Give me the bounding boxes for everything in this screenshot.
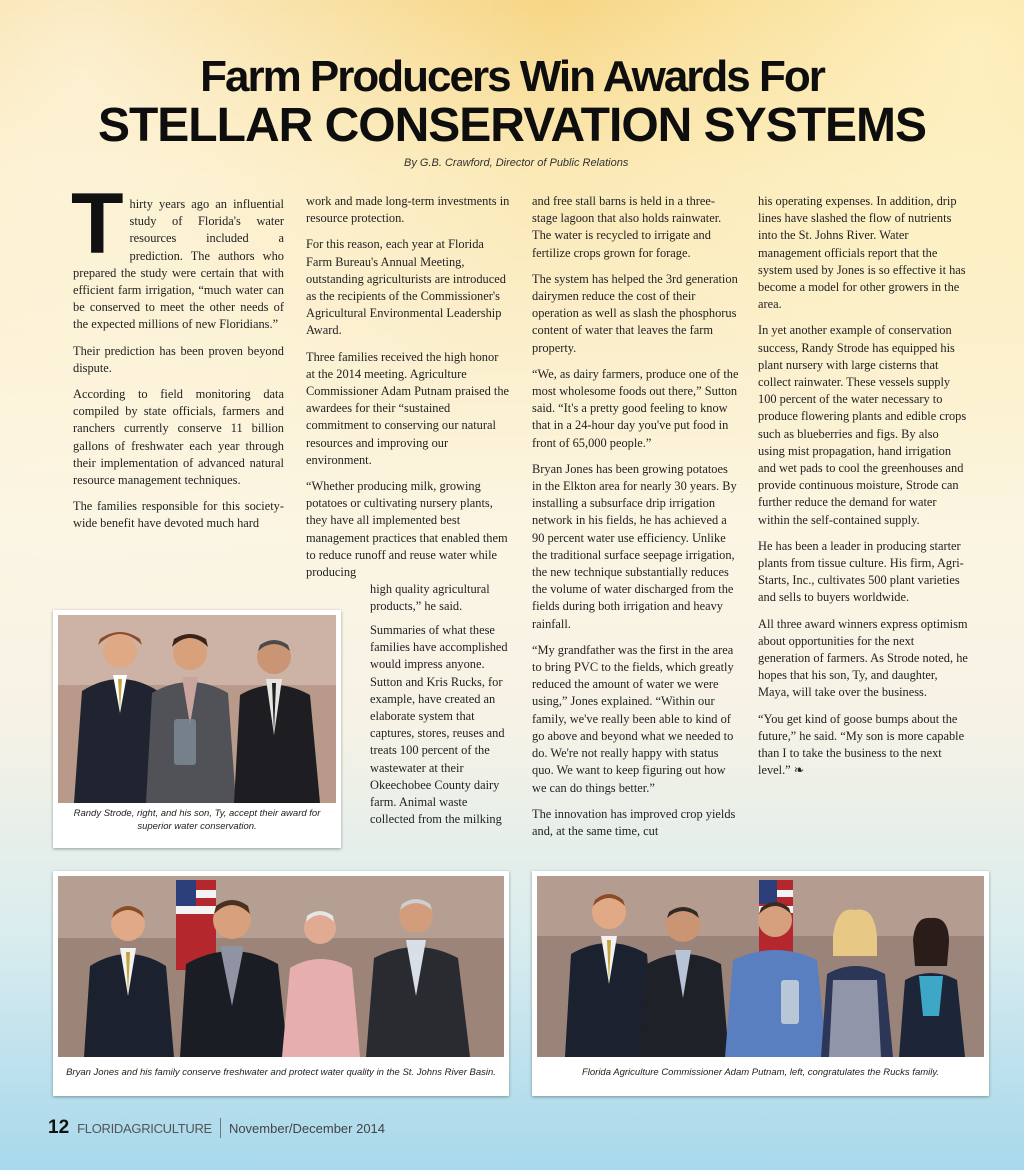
article-paragraph: All three award winners express optimism about opportunities for the next generation of farmers. As Strode noted, he hopes that his son, Ty, and daughter, Maya, will take over the business. [758, 616, 968, 700]
article-paragraph: work and made long-term investments in resource protection. [306, 194, 510, 226]
photo-caption: Randy Strode, right, and his son, Ty, accept their award for superior water conservation. [73, 808, 321, 832]
byline: By G.B. Crawford, Director of Public Relations [404, 157, 629, 169]
drop-cap: T [71, 176, 124, 272]
page-number: 12 [48, 1117, 70, 1138]
article-paragraph: He has been a leader in producing starter plants from tissue culture. His firm, Agri-Starts, Inc., cultivates 500 plant varieties and sells to buyers worldwide. [758, 538, 964, 605]
article-paragraph: “Whether producing milk, growing potatoes or cultivating nursery plants, they have all implemented best management practices that enabled them to reduce runoff and reuse water while producing [306, 479, 508, 580]
article-paragraph: For this reason, each year at Florida Farm Bureau's Annual Meeting, outstanding agriculturists are introduced as the recipients of the Commissioner's Agricultural Environmental Leadership Award. [306, 237, 506, 338]
headline-line1: Farm Producers Win Awards For [200, 52, 824, 101]
magazine-name: FLORIDAGRICULTURE [77, 1120, 212, 1136]
photo-strode-image [58, 615, 336, 803]
article-paragraph [71, 176, 284, 334]
photo-caption: Florida Agriculture Commissioner Adam Putnam, left, congratulates the Rucks family. [581, 1067, 940, 1078]
page-footer [48, 1117, 385, 1139]
article-column-2-lower [370, 622, 512, 837]
article-paragraph: “My grandfather was the first in the area to bring PVC to the fields, which greatly reduced the amount of water we were using,” Jones explained. “Within our family, we've really been able to kind of go above and beyond what we needed to do. We're not really happy with status quo. We want to keep figuring out how we can do things better.” [532, 642, 734, 795]
article-paragraph: According to field monitoring data compiled by state officials, farmers and ranchers currently conserve 11 billion gallons of freshwater each year through their implementation of advanced natural resource management techniques. [73, 387, 284, 488]
paragraph-text: hirty years ago an influential study of Florida's water resources included a prediction. The authors who prepared the study were certain that with efficient farm irrigation, “much water can be conserved to meet the other needs of the expected millions of new Floridians.” [73, 197, 284, 332]
article-paragraph: The system has helped the 3rd generation dairymen reduce the cost of their operation as well as slash the phosphorus content of water that leaves the farm property. [532, 271, 738, 355]
photo-rucks [532, 871, 989, 1096]
article-paragraph: Their prediction has been proven beyond dispute. [73, 343, 284, 375]
article-paragraph: Bryan Jones has been growing potatoes in the Elkton area for nearly 30 years. By installing a subsurface drip irrigation network in his fields, he has achieved a 90 percent water use efficiency. Unlike the traditional surface seepage irrigation, the new technique substantially reduces the volume of water discharged from the fields during both irrigation and heavy rainfall. [532, 461, 737, 631]
article-paragraph: Three families received the high honor at the 2014 meeting. Agriculture Commissioner Adam Putnam praised the awardees for their “sustained commitment to conserving our natural resources and improving our environment. [306, 349, 510, 467]
headline-line2: STELLAR CONSERVATION SYSTEMS [97, 99, 927, 152]
footer-divider [220, 1118, 221, 1138]
issue-date: November/December 2014 [228, 1120, 386, 1136]
photo-strode [53, 610, 341, 848]
article-column-4 [758, 193, 968, 789]
photo-jones-image [58, 876, 504, 1057]
photo-caption: Bryan Jones and his family conserve freshwater and protect water quality in the St. Johns River Basin. [66, 1067, 496, 1078]
article-paragraph: and free stall barns is held in a three-stage lagoon that also holds rainwater. The water is recycled to irrigate and fertilize crops grown for forage. [532, 194, 722, 260]
article-paragraph: The innovation has improved crop yields and, at the same time, cut [532, 806, 736, 838]
article-column-1 [71, 176, 284, 542]
article-column-3 [532, 193, 740, 849]
article-paragraph: high quality agricultural products,” he said. [370, 582, 490, 614]
article-paragraph: Summaries of what these families have accomplished would impress anyone. Sutton and Kris Rucks, for example, have created an elaborate system that captures, stores, reuses and treats 100 percent of the wastewater at their Okeechobee County dairy farm. Animal waste collected from the milking [370, 623, 508, 827]
article-paragraph: In yet another example of conservation success, Randy Strode has equipped his plant nursery with large cisterns that collect rainwater. These vessels supply 100 percent of the water necessary to produce flowering plants and edible crops such as blueberries and figs. By also using mist propagation, hand irrigation and wet pads to cool the greenhouses and provide continuous moisture, Strode can further reduce the demand for water within the self-contained supply. [758, 323, 967, 527]
article-paragraph: “We, as dairy farmers, produce one of the most wholesome foods out there,” Sutton said. “It's a pretty good feeling to know that in a 24-hour day you've put food in front of 65,000 people.” [532, 366, 739, 450]
article-paragraph: “You get kind of goose bumps about the future,” he said. “My son is more capable than I to take the business to the next level.” ❧ [758, 711, 965, 778]
article-column-2 [306, 193, 510, 625]
photo-rucks-image [537, 876, 984, 1057]
photo-jones [53, 871, 509, 1096]
article-paragraph: The families responsible for this society-wide benefit have devoted much hard [73, 499, 284, 531]
article-paragraph: his operating expenses. In addition, drip lines have slashed the flow of nutrients into the St. Johns River. Water management officials report that the system used by Jones is so effective it has become a model for other growers in the area. [758, 194, 966, 312]
